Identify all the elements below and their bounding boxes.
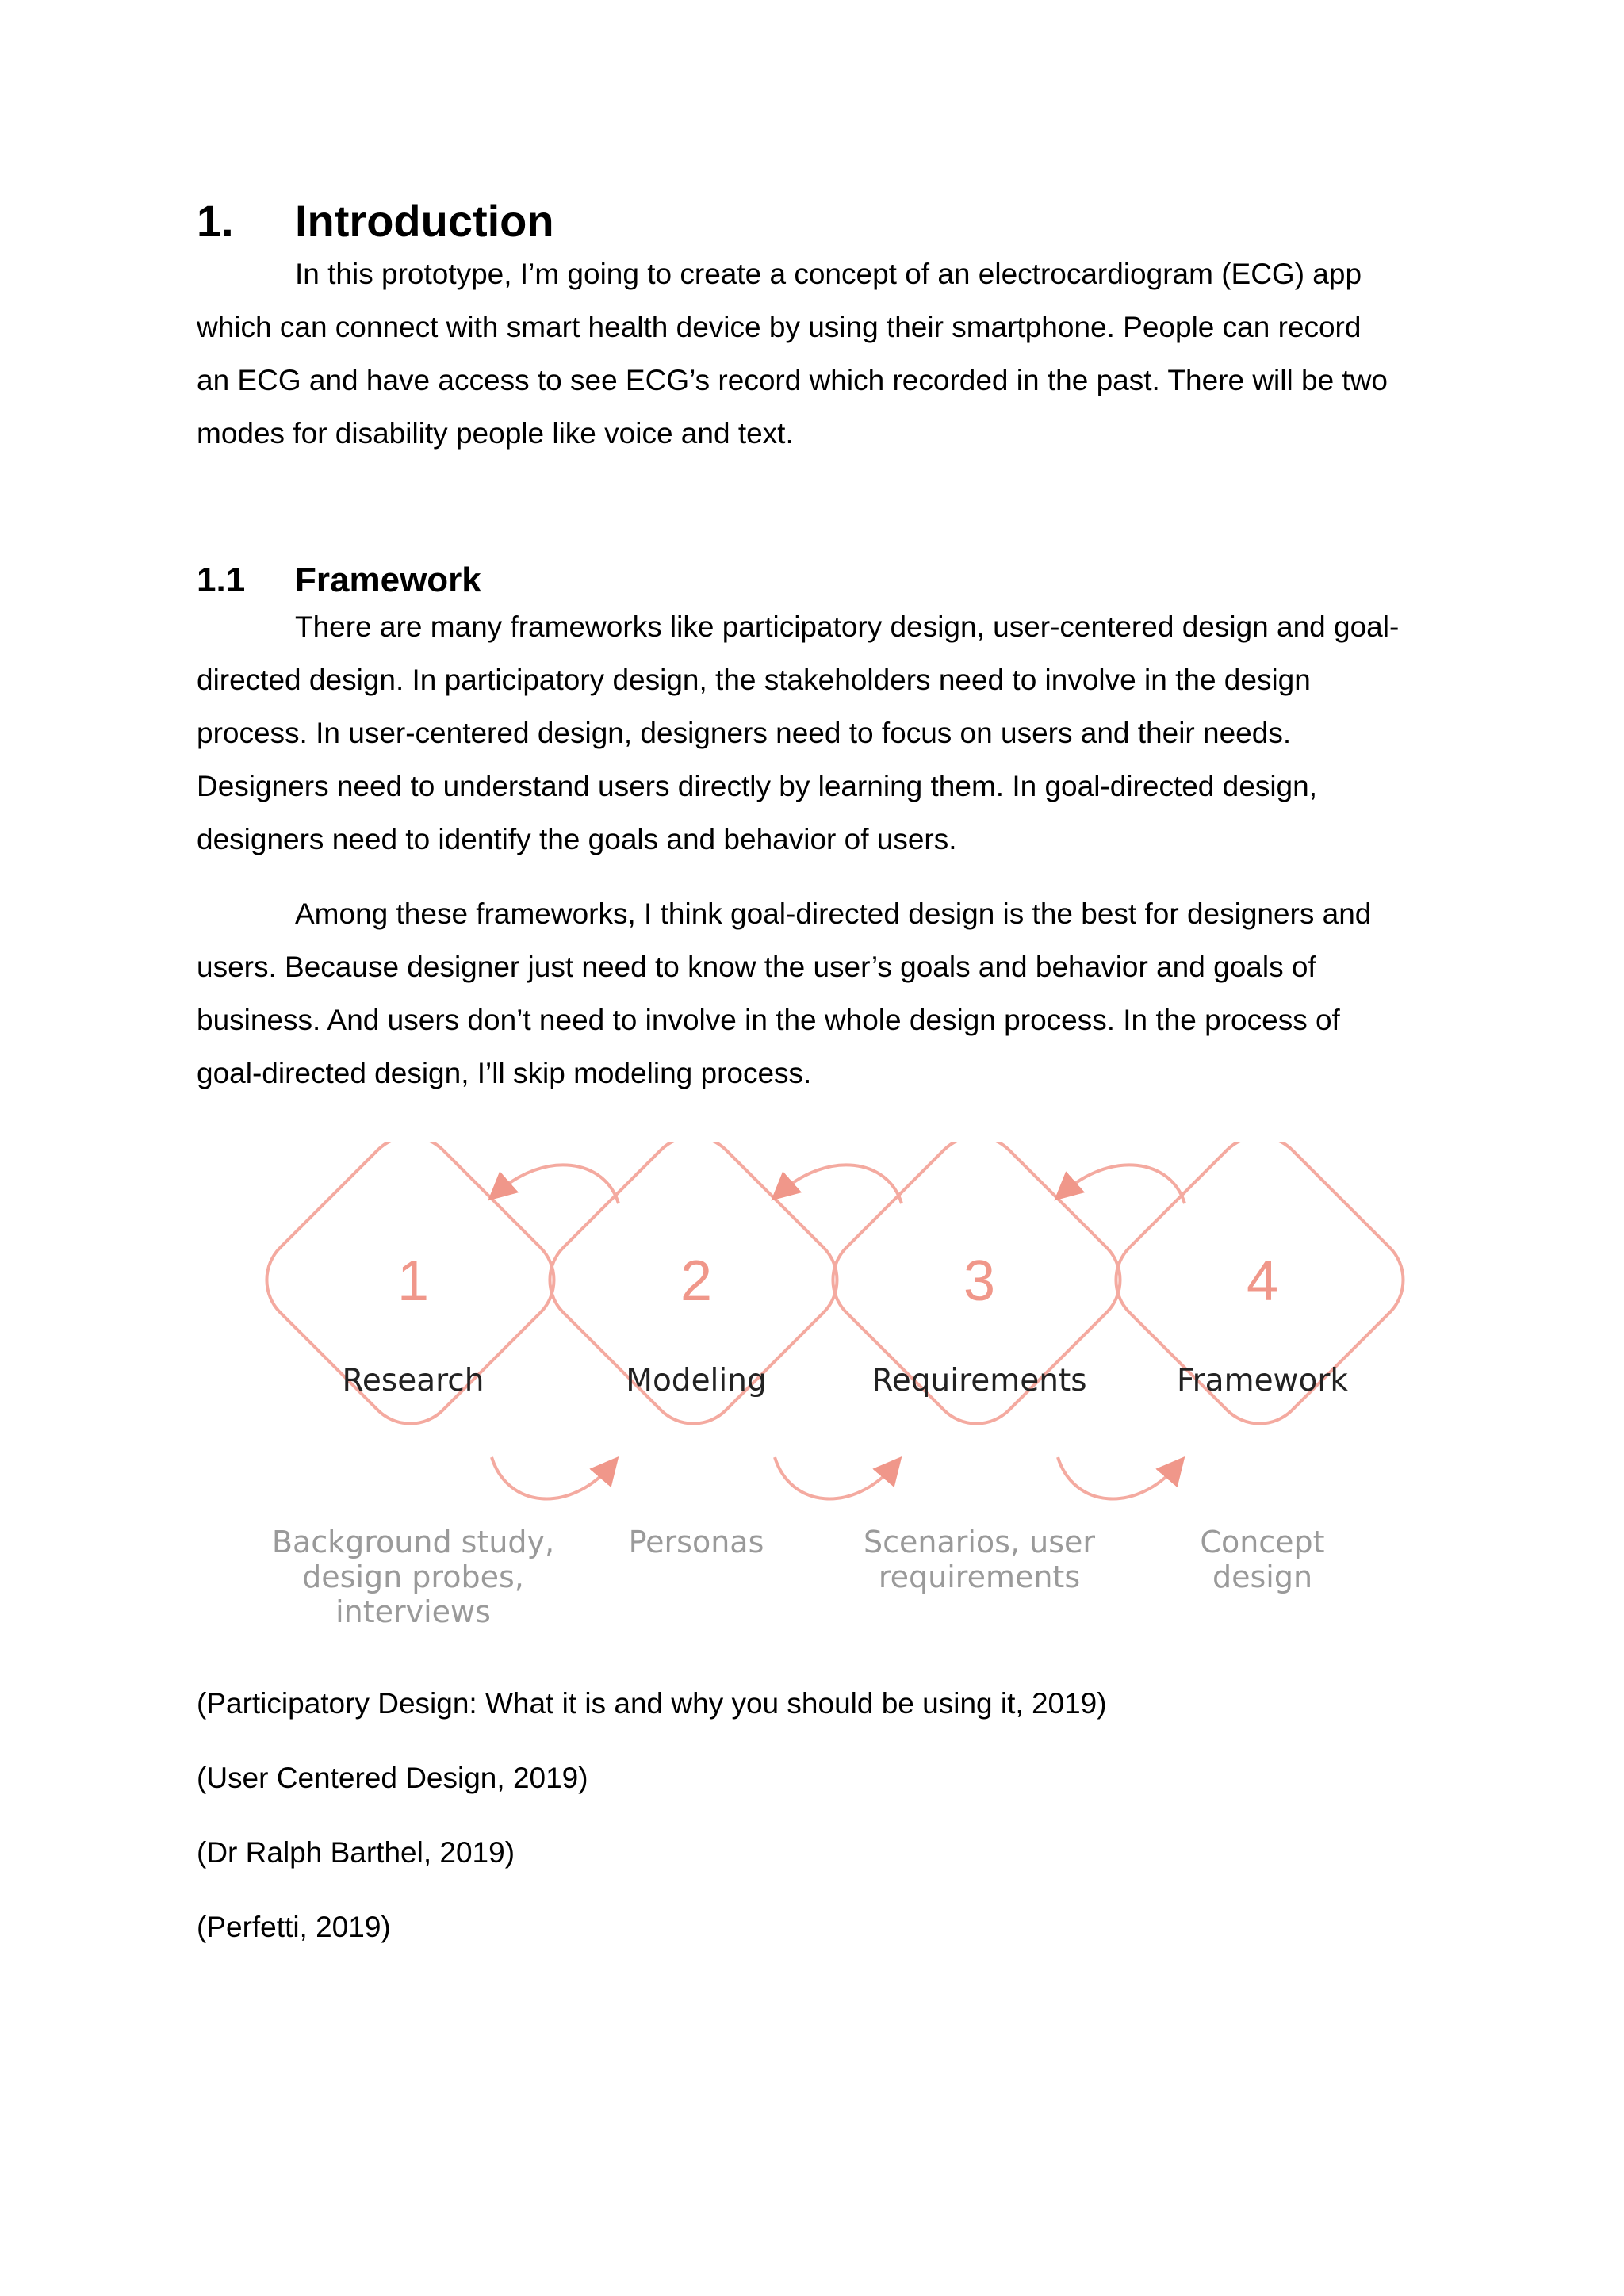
step-label: Requirements [871, 1363, 1087, 1399]
framework-paragraph-2 [197, 887, 1434, 1100]
reference-item: (Dr Ralph Barthel, 2019) [197, 1836, 515, 1869]
diagram-step-3 [814, 1142, 1139, 1594]
diagram-step-4 [1097, 1142, 1422, 1594]
diagram-step-1 [247, 1142, 573, 1629]
step-label: Modeling [626, 1363, 767, 1399]
framework-line: users. Because designer just need to know the user’s goals and behavior and goals of [197, 951, 1316, 983]
section-title: Introduction [295, 196, 554, 246]
step-number: 2 [680, 1249, 713, 1313]
framework-line-text: There are many frameworks like participatory design, user-centered design and goal- [295, 610, 1400, 643]
intro-line [197, 247, 1434, 300]
step-label: Research [342, 1363, 485, 1399]
subsection-heading [197, 557, 481, 604]
step-number: 1 [396, 1249, 430, 1313]
forward-arrow-icon [1058, 1457, 1178, 1498]
subsection-title: Framework [295, 561, 481, 599]
diagram-step-2 [530, 1142, 856, 1559]
framework-paragraph-1 [197, 600, 1434, 866]
framework-line: designers need to identify the goals and behavior of users. [197, 823, 957, 855]
intro-line: which can connect with smart health device by using their smartphone. People can record [197, 311, 1362, 343]
framework-line: Designers need to understand users directly by learning them. In goal-directed design, [197, 770, 1317, 802]
framework-line: goal-directed design, I’ll skip modeling process. [197, 1057, 812, 1089]
forward-arrow-icon [492, 1457, 611, 1498]
feedback-arrow-icon [1063, 1165, 1185, 1203]
step-number: 3 [963, 1249, 996, 1313]
feedback-arrow-icon [496, 1165, 619, 1203]
goal-directed-design-diagram [213, 1142, 1465, 1649]
section-number: 1. [197, 196, 234, 246]
step-caption-line: interviews [335, 1594, 491, 1629]
intro-line: an ECG and have access to see ECG’s record which recorded in the past. There will be two [197, 364, 1388, 396]
framework-line [197, 600, 1434, 653]
step-caption-line: Concept [1200, 1525, 1325, 1559]
section-heading [197, 193, 554, 249]
reference-item: (User Centered Design, 2019) [197, 1762, 588, 1794]
step-number: 4 [1246, 1249, 1279, 1313]
step-caption-line: Background study, [271, 1525, 555, 1559]
feedback-arrow-icon [779, 1165, 902, 1203]
framework-line: directed design. In participatory design, the stakeholders need to involve in the design [197, 664, 1311, 696]
reference-item: (Participatory Design: What it is and why you should be using it, 2019) [197, 1687, 1107, 1720]
step-caption-line: design [1212, 1559, 1313, 1594]
reference-item: (Perfetti, 2019) [197, 1911, 391, 1943]
step-caption-line: Personas [628, 1525, 764, 1559]
framework-line [197, 887, 1434, 940]
framework-line: process. In user-centered design, designers need to focus on users and their needs. [197, 717, 1292, 749]
step-label: Framework [1177, 1363, 1348, 1399]
intro-line-text: In this prototype, I’m going to create a concept of an electrocardiogram (ECG) app [295, 258, 1362, 290]
diagram-svg [213, 1142, 1465, 1649]
subsection-number: 1.1 [197, 561, 246, 599]
framework-line-text: Among these frameworks, I think goal-directed design is the best for designers and [295, 897, 1372, 930]
step-caption-line: requirements [878, 1559, 1081, 1594]
step-caption-line: design probes, [302, 1559, 524, 1594]
intro-paragraph [197, 247, 1434, 460]
intro-line: modes for disability people like voice and text. [197, 417, 794, 450]
framework-line: business. And users don’t need to involve in the whole design process. In the process of [197, 1004, 1340, 1036]
forward-arrow-icon [775, 1457, 894, 1498]
step-caption-line: Scenarios, user [863, 1525, 1096, 1559]
